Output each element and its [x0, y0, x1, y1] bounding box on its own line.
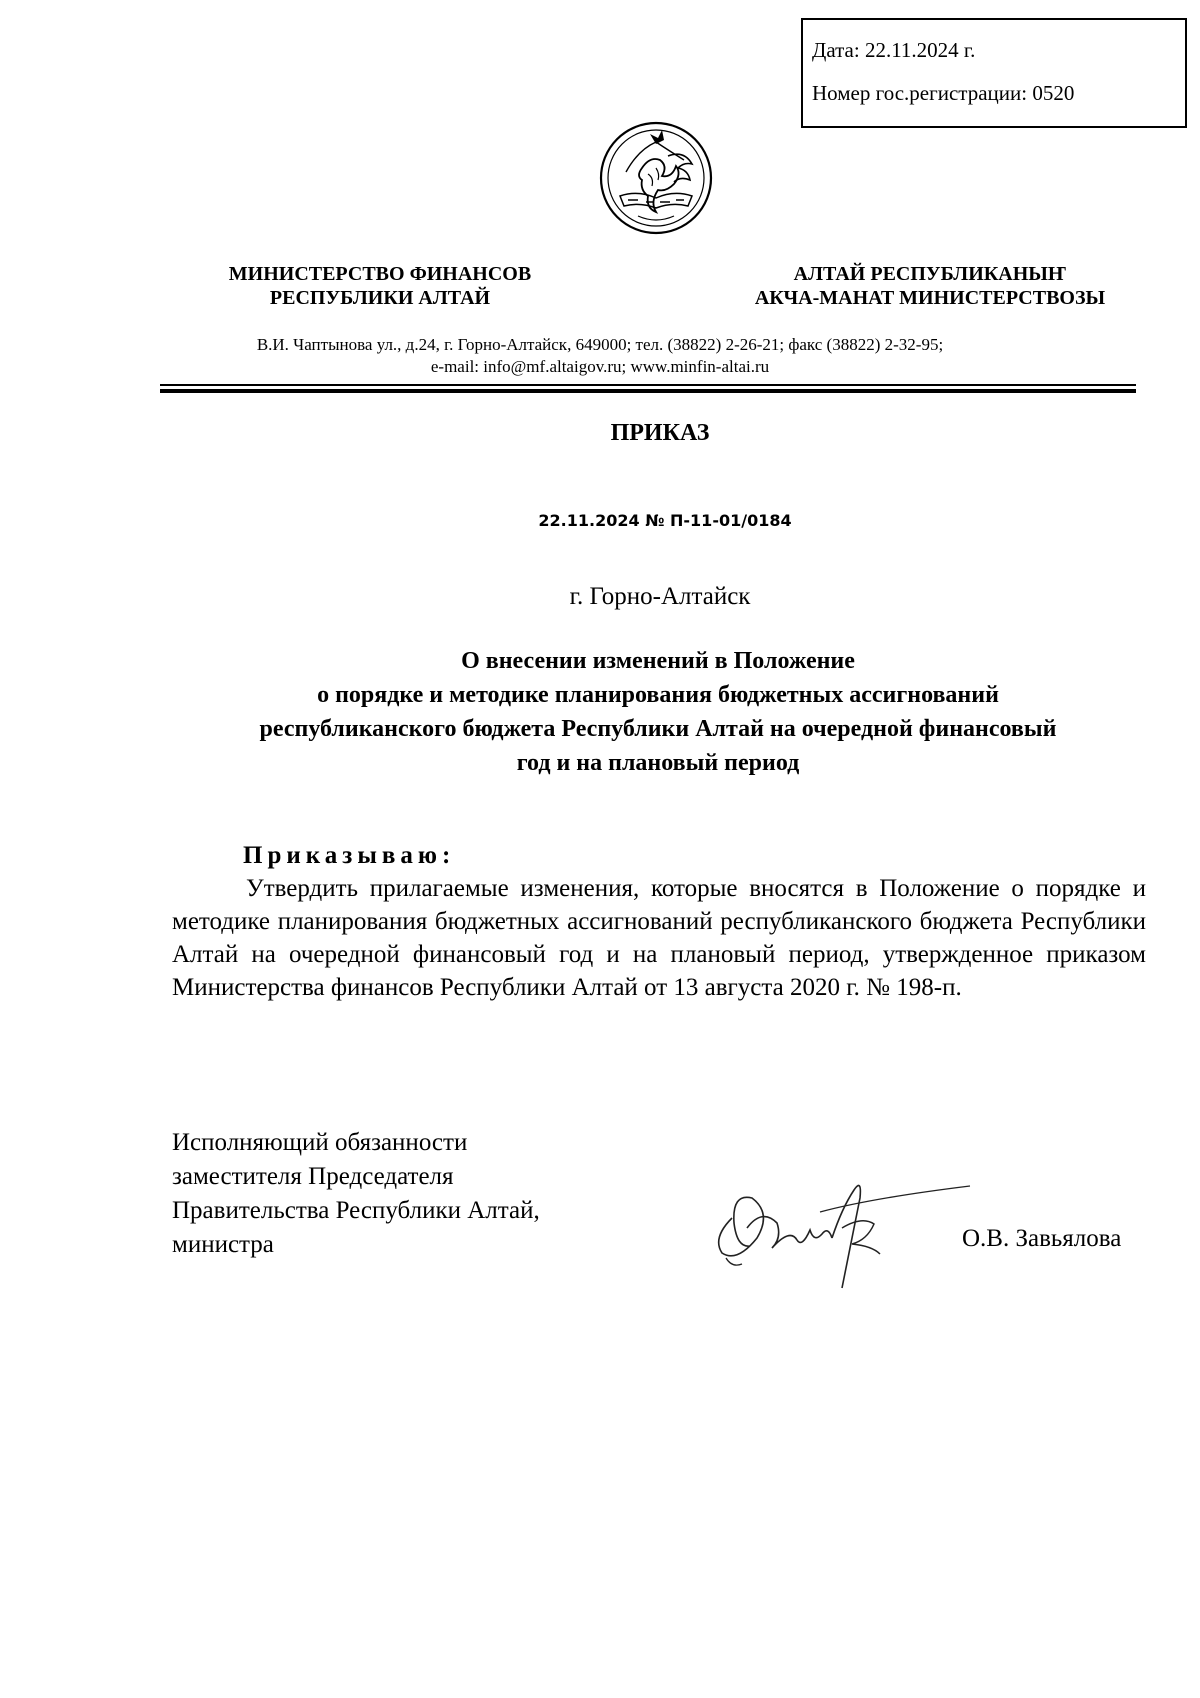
document-subject: [170, 644, 1146, 780]
org-name-altai-line1: АЛТАЙ РЕСПУБЛИКАНЫҤ: [793, 263, 1067, 285]
org-address: [160, 334, 1040, 378]
subject-line4: год и на плановый период: [516, 750, 800, 776]
order-command: Приказываю:: [243, 842, 456, 869]
altai-emblem-icon: [598, 120, 714, 240]
registration-date: Дата: 22.11.2024 г.: [812, 38, 976, 62]
header-divider-thick: [160, 389, 1136, 393]
org-name-altai: [720, 262, 1140, 310]
address-line2: e-mail: info@mf.altaigov.ru; www.minfin-altai.ru: [430, 357, 770, 376]
org-name-russian-line1: МИНИСТЕРСТВО ФИНАНСОВ: [228, 263, 532, 285]
org-name-russian-line2: РЕСПУБЛИКИ АЛТАЙ: [269, 287, 491, 309]
handwritten-signature: [702, 1168, 972, 1298]
subject-line1: О внесении изменений в Положение: [461, 648, 855, 674]
order-body-text: Утвердить прилагаемые изменения, которые вносятся в Положение о порядке и методике планирования бюджетных ассигнований республиканского бюджета Республики Алтай на очередной финансовый год и на плановый период, утвержденное приказом Министерства финансов Республики Алтай от 13 августа 2020 г. № 198-п.: [172, 875, 1146, 1001]
signer-position-line2: заместителя Председателя: [172, 1163, 454, 1190]
signer-position-line3: Правительства Республики Алтай,: [172, 1197, 540, 1224]
subject-line3: республиканского бюджета Республики Алтай на очередной финансовый: [259, 716, 1057, 742]
header-divider-thin: [160, 384, 1136, 386]
registration-number: Номер гос.регистрации: 0520: [812, 81, 1075, 106]
signer-name: О.В. Завьялова: [962, 1225, 1122, 1252]
signer-position: [172, 1126, 652, 1262]
document-type: ПРИКАЗ: [610, 420, 710, 446]
address-line1: В.И. Чаптынова ул., д.24, г. Горно-Алтайск, 649000; тел. (38822) 2-26-21; факс (38822) 2-32-95;: [256, 335, 944, 354]
org-name-altai-line2: АКЧА-МАНАТ МИНИСТЕРСТВОЗЫ: [754, 287, 1106, 309]
signer-position-line1: Исполняющий обязанности: [172, 1129, 468, 1156]
order-date-number: 22.11.2024 № П-11-01/0184: [538, 511, 792, 530]
signer-position-line4: министра: [172, 1231, 274, 1258]
org-name-russian: [200, 262, 560, 310]
registration-box: [801, 18, 1187, 128]
subject-line2: о порядке и методике планирования бюджетных ассигнований: [317, 682, 999, 708]
document-city: г. Горно-Алтайск: [569, 583, 751, 610]
